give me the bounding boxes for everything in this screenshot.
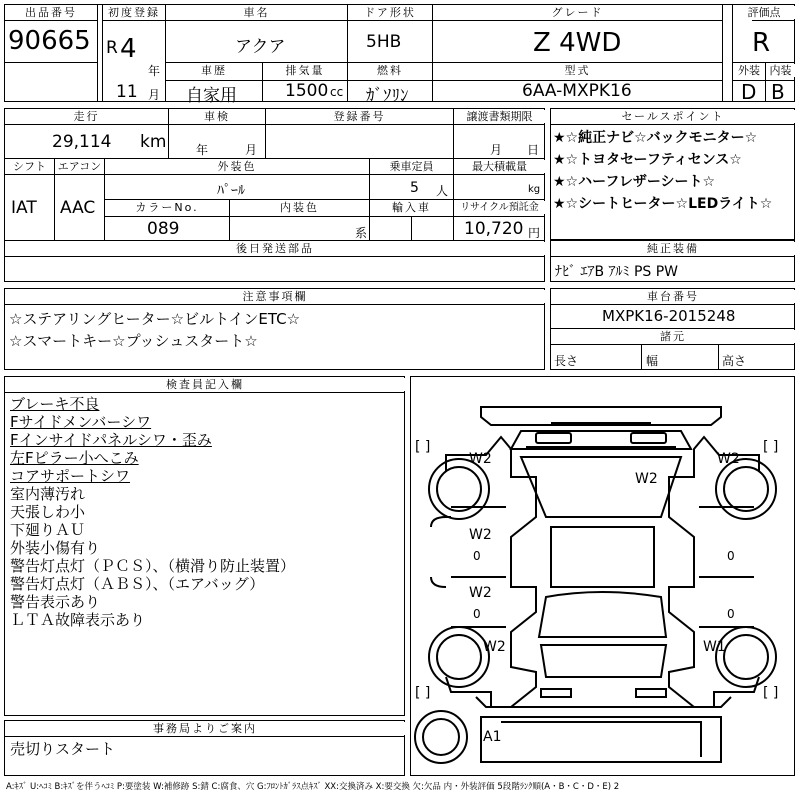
sales-point: ★☆シートヒーター☆LEDライト☆ [553, 196, 773, 212]
shift-label: シフト [5, 160, 54, 173]
equipment-label: 純正装備 [551, 242, 795, 255]
trunk-floor-shape [481, 717, 721, 762]
score: R [752, 28, 771, 58]
era: R [106, 38, 118, 58]
office-note: 売切りスタート [10, 740, 116, 758]
windshield-shape [521, 457, 681, 517]
inspection-label: 車検 [169, 110, 265, 123]
caution-line: ☆ステアリングヒーター☆ビルトインETC☆ [9, 310, 301, 328]
trunk-shape [541, 645, 666, 677]
bracket-fl: [ ] [415, 439, 431, 455]
rear-window-shape [539, 592, 666, 637]
docs-deadline-label: 譲渡書類期限 [454, 110, 545, 123]
model: 6AA-MXPK16 [522, 81, 632, 101]
car-name: アクア [235, 37, 286, 57]
roof-shape [551, 527, 654, 587]
equipment: ﾅﾋﾞ ｴｱB ｱﾙﾐ PS PW [555, 264, 679, 280]
grade-label: グレード [433, 6, 722, 19]
sales-points-label: セールスポイント [551, 110, 795, 123]
cc-unit: cc [330, 85, 344, 99]
height-label: 高さ [722, 354, 747, 368]
interior-label: 内装 [766, 64, 795, 77]
mark-hood: W2 [635, 471, 658, 487]
color-no-label: カラーNo. [105, 201, 229, 214]
mark-spare: A1 [483, 729, 502, 745]
sales-points-list [553, 127, 772, 215]
caution-list [9, 308, 300, 352]
grade: Z 4WD [533, 28, 622, 58]
office-label: 事務局よりご案内 [5, 722, 405, 735]
interior-grade: B [771, 80, 785, 104]
color-label: 外装色 [105, 160, 369, 173]
inspector-note: Fインサイドパネルシワ・歪み [10, 431, 212, 449]
exterior-grade: D [741, 80, 757, 104]
mileage-label: 走行 [5, 110, 168, 123]
inspector-label: 検査員記入欄 [5, 378, 405, 391]
capacity-unit: 人 [436, 184, 449, 198]
inspector-note: 左Fピラー小へこみ [10, 449, 139, 467]
bracket-rr: [ ] [763, 685, 779, 701]
mark-front-right-door: W2 [717, 451, 740, 467]
reg-no-label: 登録番号 [266, 110, 453, 123]
recycle-unit: 円 [528, 226, 541, 240]
score-label: 評価点 [733, 6, 795, 19]
color-no: 089 [147, 219, 180, 239]
inspector-note: 外装小傷有り [10, 539, 101, 557]
left-body-shape [446, 437, 536, 707]
mark-front-left-fender: W2 [469, 527, 492, 543]
mileage: 29,114 [52, 132, 112, 152]
caution-line: ☆スマートキー☆プッシュスタート☆ [9, 332, 258, 350]
first-reg-label: 初度登録 [103, 6, 165, 19]
lot-number: 90665 [8, 26, 91, 56]
shift: IAT [11, 198, 37, 218]
mark-front-left-door: W2 [469, 451, 492, 467]
displacement-label: 排気量 [263, 64, 347, 77]
docs-day-unit: 日 [527, 143, 540, 157]
ac-label: エアコン [55, 160, 104, 173]
inspector-note: 下廻りＡＵ [10, 521, 86, 539]
dimensions-label: 諸元 [551, 330, 795, 343]
damage-diagram [410, 376, 795, 776]
max-load-label: 最大積載量 [454, 160, 545, 173]
inspection-year-unit: 年 [196, 143, 209, 157]
capacity-label: 乗車定員 [370, 160, 453, 173]
reg-year: 4 [120, 34, 137, 64]
mark-left-quarter: W2 [483, 639, 506, 655]
capacity: 5 [410, 180, 419, 196]
exterior-label: 外装 [733, 64, 765, 77]
ac: AAC [60, 198, 96, 218]
inspector-notes [10, 395, 295, 629]
caution-label: 注意事項欄 [5, 290, 545, 303]
fuel: ｶﾞｿﾘﾝ [366, 86, 409, 106]
bracket-rl: [ ] [415, 685, 431, 701]
history-label: 車歴 [166, 64, 262, 77]
legend: A:ｷｽﾞ U:ﾍｺﾐ B:ｷｽﾞを伴うﾍｺﾐ P:要塗装 W:補修跡 S:錆 C:腐食、穴 G:ﾌﾛﾝﾄｶﾞﾗｽ点ｷｽﾞ XX:交換済み X:要交換 欠:欠品 内・外装評価 5段階ﾗﾝｸ順(A・B・C・D・E) 2 [6, 782, 620, 792]
import-label: 輸入車 [370, 201, 453, 214]
mark-rear-left-door: W2 [469, 585, 492, 601]
inspector-note: 警告灯点灯（ＰＣＳ）、（横滑り防止装置） [10, 557, 296, 575]
month-unit: 月 [148, 88, 161, 102]
mark-rear-left-door-sub: 0 [473, 607, 481, 621]
sales-point: ★☆ハーフレザーシート☆ [553, 174, 716, 190]
displacement: 1500 [285, 81, 329, 101]
recycle-label: リサイクル預託金 [454, 201, 545, 214]
mark-front-left-fender-sub: 0 [473, 549, 481, 563]
inspector-note: 室内薄汚れ [10, 485, 86, 503]
car-name-label: 車名 [166, 6, 347, 19]
inspector-note: ブレーキ不良 [10, 395, 100, 413]
recycle-fee: 10,720 [464, 219, 524, 239]
load-unit: kg [528, 184, 541, 195]
inspector-note: 警告灯点灯（ＡＢＳ）、（エアバッグ） [10, 575, 265, 593]
interior-color-label: 内装色 [230, 201, 369, 214]
length-label: 長さ [554, 354, 579, 368]
door-label: ドア形状 [348, 6, 432, 19]
docs-month-unit: 月 [490, 143, 503, 157]
reg-month: 11 [116, 82, 138, 102]
inspector-note: コアサポートシワ [10, 467, 131, 485]
bracket-fr: [ ] [763, 439, 779, 455]
body-color: ﾊﾟｰﾙ [217, 183, 245, 199]
sales-point: ★☆純正ナビ☆バックモニター☆ [553, 130, 758, 146]
right-body-shape [669, 437, 759, 707]
mark-rear-right-door-sub: 0 [727, 607, 735, 621]
fuel-label: 燃料 [348, 64, 432, 77]
mark-right-quarter: W1 [703, 639, 726, 655]
door-type: 5HB [366, 32, 402, 52]
later-parts-label: 後日発送部品 [5, 242, 545, 255]
history: 自家用 [186, 86, 237, 106]
model-label: 型式 [433, 64, 722, 77]
width-label: 幅 [646, 354, 659, 368]
chassis-number: MXPK16-2015248 [602, 307, 736, 325]
inspector-note: 天張しわ小 [10, 503, 86, 521]
mark-front-right-fender-sub: 0 [727, 549, 735, 563]
lot-label: 出品番号 [5, 6, 97, 19]
chassis-label: 車台番号 [551, 290, 795, 303]
inspector-note: 警告表示あり [10, 593, 101, 611]
sales-point: ★☆トヨタセーフティセンス☆ [553, 152, 742, 168]
inspector-note: ＬＴＡ故障表示あり [10, 611, 146, 629]
rear-lamp-shapes [541, 689, 666, 697]
car-outline [411, 377, 794, 775]
year-unit: 年 [148, 64, 161, 78]
interior-color-unit: 系 [355, 226, 368, 240]
inspection-month-unit: 月 [245, 143, 258, 157]
km-unit: km [140, 132, 167, 152]
inspector-note: Fサイドメンバーシワ [10, 413, 152, 431]
